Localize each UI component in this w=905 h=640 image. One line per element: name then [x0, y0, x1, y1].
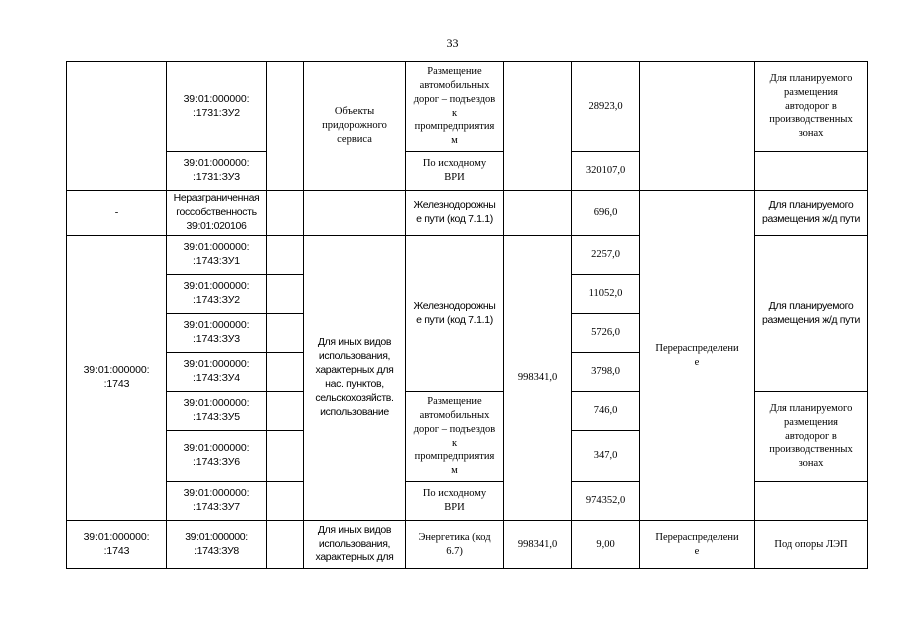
empty-cell: [267, 431, 304, 482]
empty-cell: [267, 191, 304, 236]
purpose-cell: Под опоры ЛЭП: [755, 521, 868, 569]
purpose-cell: [755, 482, 868, 521]
plot-number-cell: Неразграниченная госсобственность 39:01:020106: [167, 191, 267, 236]
plot-number-cell: 39:01:000000: :1743:ЗУ6: [167, 431, 267, 482]
purpose-cell: [755, 152, 868, 191]
empty-cell: [267, 521, 304, 569]
source-area-cell: [504, 62, 572, 191]
purpose-cell: Для планируемого размещения ж/д пути: [755, 236, 868, 392]
planned-use-cell: Железнодорожны е пути (код 7.1.1): [406, 191, 504, 236]
source-area-cell: 998341,0: [504, 521, 572, 569]
empty-cell: [267, 62, 304, 191]
source-cadastral-cell: -: [67, 191, 167, 236]
area-cell: 696,0: [572, 191, 640, 236]
table-row: [67, 521, 868, 569]
purpose-cell: Для планируемого размещения ж/д пути: [755, 191, 868, 236]
planned-use-cell: По исходному ВРИ: [406, 482, 504, 521]
source-area-cell: 998341,0: [504, 236, 572, 521]
planned-use-cell: Размещение автомобильных дорог – подъездов к промпредприятия м: [406, 62, 504, 152]
area-cell: 3798,0: [572, 353, 640, 392]
permitted-use-cell: Для иных видов использования, характерных для: [304, 521, 406, 569]
empty-cell: [267, 236, 304, 275]
method-cell: Перераспределени е: [640, 521, 755, 569]
purpose-cell: Для планируемого размещения автодорог в производственных зонах: [755, 392, 868, 482]
purpose-cell: Для планируемого размещения автодорог в производственных зонах: [755, 62, 868, 152]
permitted-use-cell: Для иных видов использования, характерных для нас. пунктов, сельскохозяйств. использование: [304, 236, 406, 521]
plot-number-cell: 39:01:000000: :1743:ЗУ2: [167, 275, 267, 314]
plot-number-cell: 39:01:000000: :1731:ЗУ2: [167, 62, 267, 152]
page-number: 33: [446, 36, 459, 50]
plot-number-cell: 39:01:000000: :1731:ЗУ3: [167, 152, 267, 191]
plot-number-cell: 39:01:000000: :1743:ЗУ1: [167, 236, 267, 275]
plot-number-cell: 39:01:000000: :1743:ЗУ3: [167, 314, 267, 353]
area-cell: 974352,0: [572, 482, 640, 521]
source-cadastral-cell: 39:01:000000: :1743: [67, 521, 167, 569]
permitted-use-cell: Объекты придорожного сервиса: [304, 62, 406, 191]
empty-cell: [267, 482, 304, 521]
area-cell: 9,00: [572, 521, 640, 569]
plot-number-cell: 39:01:000000: :1743:ЗУ4: [167, 353, 267, 392]
empty-cell: [267, 353, 304, 392]
permitted-use-cell: [304, 191, 406, 236]
planned-use-cell: Энергетика (код 6.7): [406, 521, 504, 569]
planned-use-cell: По исходному ВРИ: [406, 152, 504, 191]
table-row: [67, 191, 868, 236]
area-cell: 5726,0: [572, 314, 640, 353]
area-cell: 11052,0: [572, 275, 640, 314]
method-cell: [640, 62, 755, 191]
planned-use-cell: Железнодорожны е пути (код 7.1.1): [406, 236, 504, 392]
area-cell: 347,0: [572, 431, 640, 482]
area-cell: 746,0: [572, 392, 640, 431]
method-cell: Перераспределени е: [640, 191, 755, 521]
plot-number-cell: 39:01:000000: :1743:ЗУ5: [167, 392, 267, 431]
plot-number-cell: 39:01:000000: :1743:ЗУ8: [167, 521, 267, 569]
source-cadastral-cell: 39:01:000000: :1743: [67, 236, 167, 521]
plot-number-cell: 39:01:000000: :1743:ЗУ7: [167, 482, 267, 521]
area-cell: 28923,0: [572, 62, 640, 152]
area-cell: 2257,0: [572, 236, 640, 275]
empty-cell: [267, 392, 304, 431]
planned-use-cell: Размещение автомобильных дорог – подъездов к промпредприятия м: [406, 392, 504, 482]
source-area-cell: [504, 191, 572, 236]
area-cell: 320107,0: [572, 152, 640, 191]
empty-cell: [267, 275, 304, 314]
empty-cell: [267, 314, 304, 353]
table-row: [67, 62, 868, 152]
source-cadastral-cell: [67, 62, 167, 191]
land-plots-table: [66, 61, 868, 569]
